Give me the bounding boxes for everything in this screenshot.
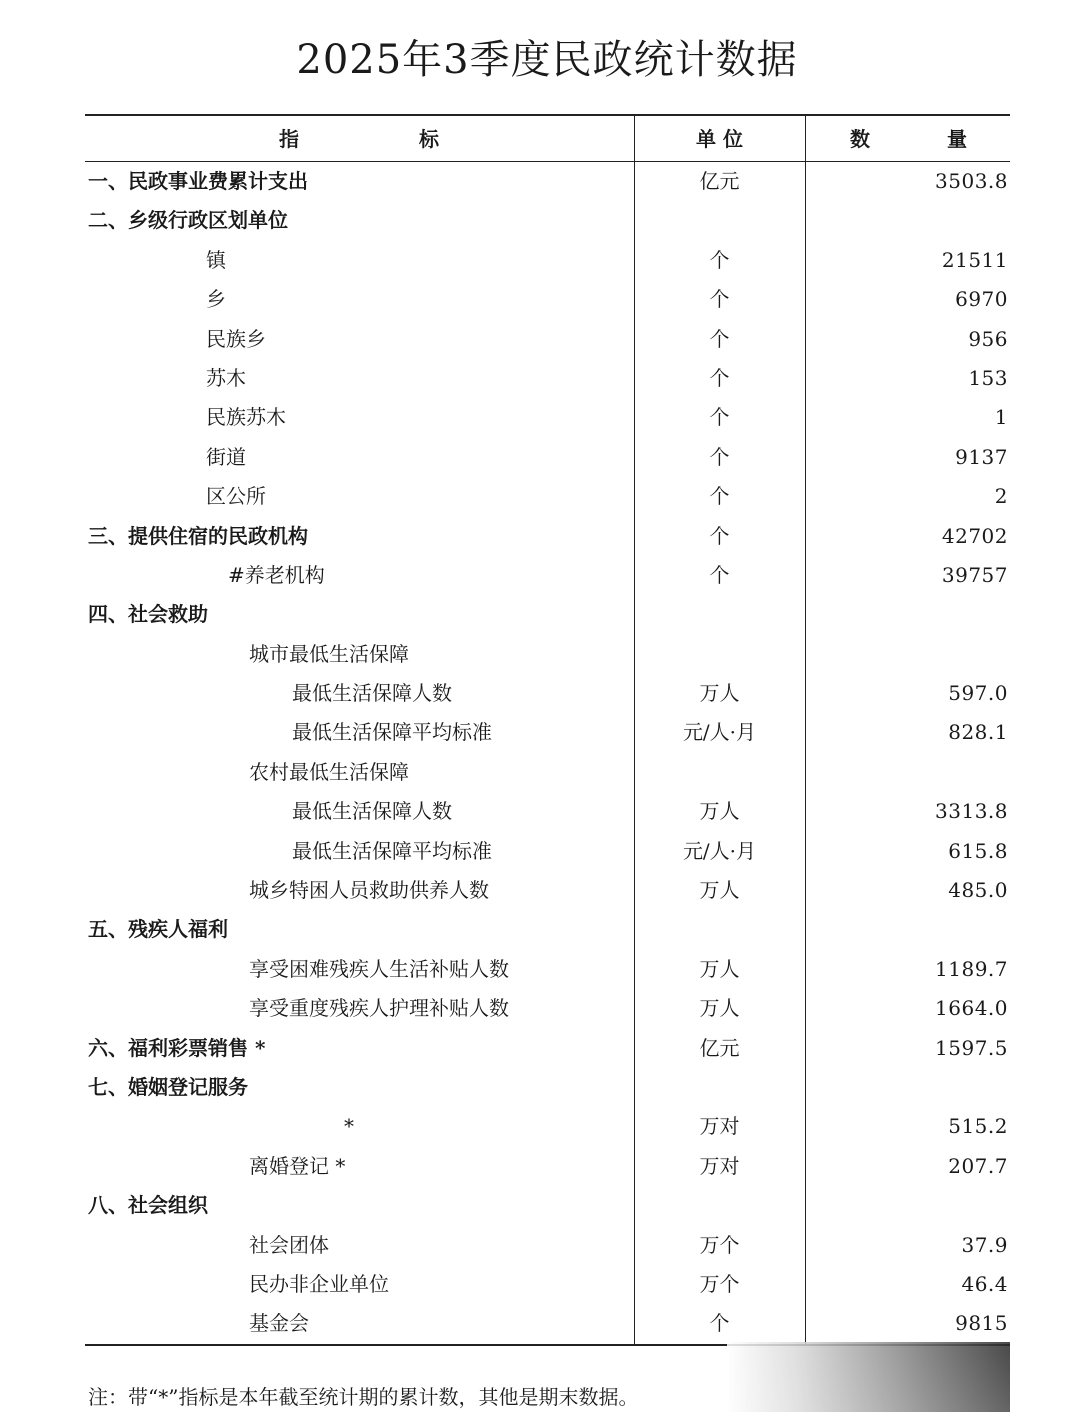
row-label: 社会团体	[249, 1232, 329, 1257]
row-value: 1189.7	[935, 956, 1008, 981]
row-unit: 亿元	[699, 1035, 740, 1060]
row-label: 最低生活保障平均标准	[292, 720, 492, 745]
table-row	[85, 595, 1010, 634]
table-row	[85, 792, 1010, 831]
row-unit	[634, 910, 805, 949]
row-label: 七、婚姻登记服务	[88, 1074, 248, 1099]
table-row	[85, 1304, 1010, 1343]
row-label: 四、社会救助	[88, 602, 208, 627]
row-label: 民办非企业单位	[249, 1271, 389, 1296]
table-row	[85, 871, 1010, 910]
header-quantity-char-2: 量	[947, 127, 967, 151]
row-unit: 个	[709, 247, 730, 272]
row-unit	[634, 635, 805, 674]
row-value: 485.0	[948, 878, 1008, 903]
row-unit: 个	[709, 523, 730, 548]
header-quantity-char-1: 数	[850, 127, 870, 151]
table-row	[85, 910, 1010, 949]
row-label: 离婚登记 *	[249, 1153, 346, 1178]
row-unit	[634, 753, 805, 792]
table-header	[85, 116, 1010, 162]
statistics-table	[85, 114, 1010, 1346]
row-value: 37.9	[961, 1232, 1008, 1257]
table-row	[85, 1186, 1010, 1225]
table-row	[85, 753, 1010, 792]
row-value: 21511	[941, 247, 1008, 272]
row-label: 六、福利彩票销售 *	[88, 1035, 266, 1060]
row-unit: 万个	[699, 1232, 740, 1257]
row-value: 9815	[955, 1311, 1008, 1336]
header-unit: 单 位	[696, 127, 743, 151]
table-row	[85, 1226, 1010, 1265]
table-row	[85, 950, 1010, 989]
row-value: 828.1	[948, 720, 1008, 745]
table-row	[85, 989, 1010, 1028]
row-label: 二、乡级行政区划单位	[88, 208, 288, 233]
row-unit: 万对	[699, 1153, 740, 1178]
row-unit: 万人	[699, 799, 740, 824]
row-label: 八、社会组织	[88, 1193, 208, 1218]
row-value: 515.2	[948, 1114, 1008, 1139]
row-value: 9137	[955, 444, 1008, 469]
row-unit	[634, 1186, 805, 1225]
row-value: 42702	[941, 523, 1008, 548]
table-row	[85, 477, 1010, 516]
row-unit: 元/人·月	[682, 720, 757, 745]
row-unit: 亿元	[699, 169, 740, 193]
table-row	[85, 517, 1010, 556]
row-value: 46.4	[961, 1271, 1008, 1296]
table-row	[85, 162, 1010, 201]
row-unit: 万个	[699, 1271, 740, 1296]
row-unit: 万人	[699, 878, 740, 903]
scan-shadow	[727, 1342, 1010, 1412]
row-value: 597.0	[948, 681, 1008, 706]
row-unit: 个	[709, 326, 730, 351]
row-unit: 个	[709, 405, 730, 430]
table-row	[85, 674, 1010, 713]
row-value: 3313.8	[935, 799, 1008, 824]
row-unit: 个	[709, 562, 730, 587]
table-row	[85, 635, 1010, 674]
row-unit: 个	[709, 1311, 730, 1336]
table-row	[85, 1068, 1010, 1107]
row-value: 1597.5	[935, 1035, 1008, 1060]
table-body	[85, 162, 1010, 1344]
row-label: 民族苏木	[206, 405, 286, 430]
table-row	[85, 201, 1010, 240]
row-label: 最低生活保障人数	[292, 681, 452, 706]
row-label: 最低生活保障人数	[292, 799, 452, 824]
row-label: 乡	[206, 287, 226, 312]
row-label: 苏木	[206, 365, 246, 390]
row-value: 615.8	[948, 838, 1008, 863]
row-label: 区公所	[206, 484, 266, 509]
row-unit	[634, 595, 805, 634]
row-unit: 万人	[699, 956, 740, 981]
header-indicator-char-2: 标	[419, 127, 439, 151]
table-row	[85, 438, 1010, 477]
row-value: 207.7	[948, 1153, 1008, 1178]
table-row	[85, 1265, 1010, 1304]
row-unit: 个	[709, 484, 730, 509]
table-row	[85, 280, 1010, 319]
table-row	[85, 241, 1010, 280]
row-label: 民族乡	[206, 326, 266, 351]
row-label: 街道	[206, 444, 246, 469]
row-value: 1664.0	[935, 996, 1008, 1021]
row-value: 2	[994, 484, 1008, 509]
table-row	[85, 359, 1010, 398]
row-value: 6970	[955, 287, 1008, 312]
table-row	[85, 320, 1010, 359]
row-label: 五、残疾人福利	[88, 917, 228, 942]
row-unit: 个	[709, 287, 730, 312]
row-value: 3503.8	[935, 169, 1008, 193]
row-unit	[634, 1068, 805, 1107]
row-label: 享受重度残疾人护理补贴人数	[249, 996, 509, 1021]
header-indicator-char-1: 指	[279, 127, 299, 151]
table-row	[85, 713, 1010, 752]
row-label: 最低生活保障平均标准	[292, 838, 492, 863]
table-row	[85, 556, 1010, 595]
row-value: 1	[994, 405, 1008, 430]
row-label: 城市最低生活保障	[249, 641, 409, 666]
table-row	[85, 1029, 1010, 1068]
row-unit: 元/人·月	[682, 838, 757, 863]
row-label: 基金会	[249, 1311, 309, 1336]
row-unit: 个	[709, 444, 730, 469]
row-value: 39757	[941, 562, 1008, 587]
row-unit: 万人	[699, 996, 740, 1021]
row-label: 享受困难残疾人生活补贴人数	[249, 956, 509, 981]
row-unit	[634, 201, 805, 240]
row-label: 镇	[206, 247, 226, 272]
row-unit: 个	[709, 365, 730, 390]
row-unit: 万对	[699, 1114, 740, 1139]
row-value: 956	[968, 326, 1008, 351]
table-row	[85, 398, 1010, 437]
page-title: 2025年3季度民政统计数据	[296, 36, 798, 83]
row-value: 153	[968, 365, 1008, 390]
row-label: 城乡特困人员救助供养人数	[249, 878, 489, 903]
row-unit: 万人	[699, 681, 740, 706]
row-label: 一、民政事业费累计支出	[88, 169, 308, 193]
row-label: #养老机构	[228, 562, 325, 587]
row-label: 农村最低生活保障	[249, 759, 409, 784]
row-label: *	[344, 1114, 354, 1139]
row-label: 三、提供住宿的民政机构	[88, 523, 308, 548]
footnote: 注：带“*”指标是本年截至统计期的累计数，其他是期末数据。	[88, 1385, 639, 1409]
table-row	[85, 832, 1010, 871]
table-row	[85, 1147, 1010, 1186]
table-row	[85, 1107, 1010, 1146]
